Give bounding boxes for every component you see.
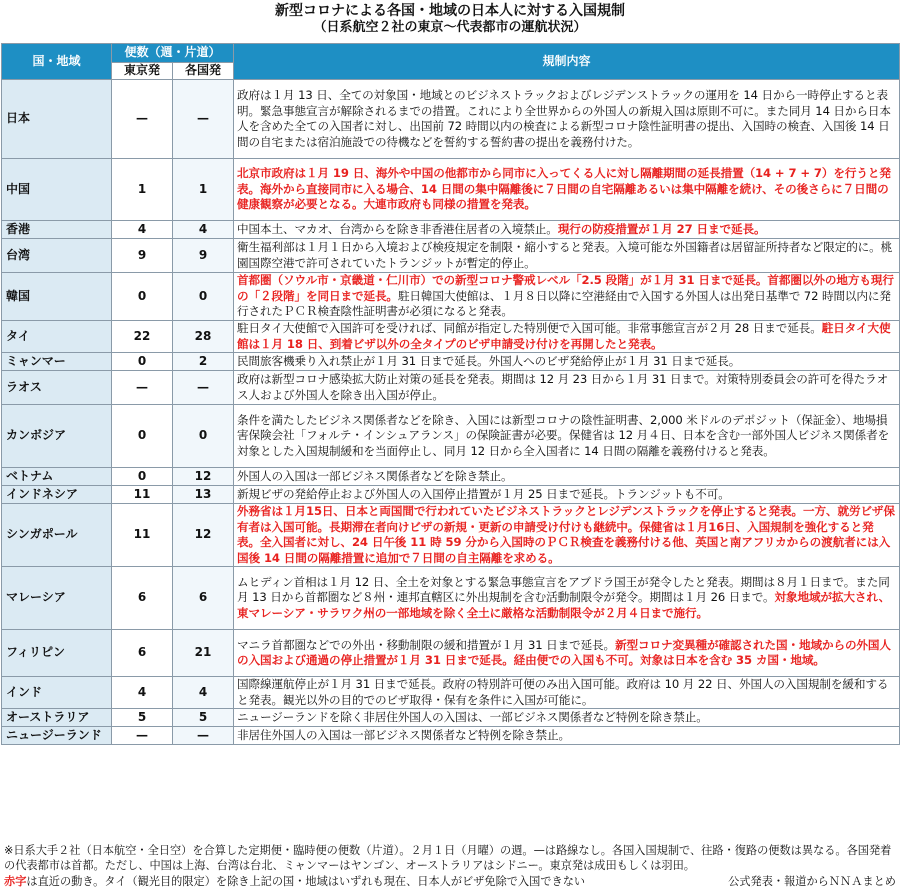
flights-from-country: 0 (173, 273, 234, 321)
regulation-text: 駐日タイ大使館で入国許可を受ければ、同館が指定した特別便で入国可能。非常事態宣言が２月 28 日まで延長。 (237, 321, 822, 335)
country-cell: 中国 (2, 159, 112, 221)
flights-from-tokyo: 0 (112, 405, 173, 468)
flights-from-country: 28 (173, 321, 234, 353)
table-row (2, 321, 900, 353)
table-row (2, 159, 900, 221)
regulation-text: 政府は１月 13 日、全ての対象国・地域とのビジネストラックおよびレジデンストラックの運用を 14 日から一時停止すると表明。緊急事態宣言が解除されるまでの措置。これにより全世界からの外国人の新規入国は原則不可に。また同月 14 日から日本人を含めた全ての入国者に対し、出国前 72 時間以内の検査による新型コロナ陰性証明書の提出、入国時の検査、入国後 14 日間の自宅または宿泊施設での待機などを誓約する誓約書の提出を義務付けた。 (237, 88, 891, 149)
header-flights: 便数（週・片道） (112, 44, 234, 63)
flights-from-tokyo: 9 (112, 239, 173, 273)
flights-from-country: — (173, 371, 234, 405)
country-cell: フィリピン (2, 630, 112, 677)
regulation-text: 中国本土、マカオ、台湾からを除き非香港住居者の入境禁止。 (237, 221, 558, 236)
regulation-content (234, 486, 900, 504)
regulation-text: 民間旅客機乗り入れ禁止が１月 31 日まで延長。外国人へのビザ発給停止が１月 31 日まで延長。 (237, 353, 741, 368)
table-row (2, 273, 900, 321)
footnote-text: ※日系大手２社（日本航空・全日空）を合算した定期便・臨時便の便数（片道）。２月１日（月曜）の週。—は路線なし。各国入国規制で、往路・復路の便数は異なる。各国発着の代表都市は首都。ただし、中国は上海、台湾は台北、ミャンマーはヤンゴン、オーストラリアはシドニー。東京発は成田もしくは羽田。 (4, 844, 892, 873)
regulation-content (234, 239, 900, 273)
regulation-content (234, 321, 900, 353)
flights-from-country: — (173, 727, 234, 745)
flights-from-tokyo: — (112, 371, 173, 405)
regulation-content (234, 353, 900, 371)
flights-from-tokyo: 1 (112, 159, 173, 221)
table-row (2, 405, 900, 468)
table-row (2, 486, 900, 504)
country-cell: ラオス (2, 371, 112, 405)
table-row (2, 468, 900, 486)
regulation-content (234, 504, 900, 567)
source-credit: 公式発表・報道からＮＮＡまとめ (728, 874, 896, 888)
flights-from-tokyo: 4 (112, 221, 173, 239)
regulation-content (234, 727, 900, 745)
flights-from-country: 4 (173, 677, 234, 709)
country-cell: カンボジア (2, 405, 112, 468)
country-cell: インドネシア (2, 486, 112, 504)
regulation-content (234, 273, 900, 321)
page-title: 新型コロナによる各国・地域の日本人に対する入国規制 (275, 3, 625, 19)
flights-from-country: 12 (173, 504, 234, 567)
table-row (2, 567, 900, 630)
regulation-text: 駐日韓国大使館は、１月８日以降に空港経由で入国する外国人は出発日基準で 72 時間以内に発行されたＰＣＲ検査陰性証明書が必須になると発表。 (237, 288, 891, 319)
regulation-content (234, 221, 900, 239)
table-row (2, 239, 900, 273)
regulation-content (234, 630, 900, 677)
flights-from-tokyo: 4 (112, 677, 173, 709)
country-cell: 日本 (2, 80, 112, 159)
regulation-text: 衛生福利部は１月１日から入境および検疫規定を制限・縮小すると発表。入境可能な外国籍者は居留証所持者など限定的に。桃園国際空港で許可されていたトランジットが暫定的停止。 (237, 240, 893, 270)
flights-from-country: 13 (173, 486, 234, 504)
header-content: 規制内容 (234, 44, 900, 80)
regulation-text: 非居住外国人の入国は一部ビジネス関係者など特例を除き禁止。 (237, 727, 570, 742)
regulation-text: ニュージーランドを除く非居住外国人の入国は、一部ビジネス関係者など特例を除き禁止。 (237, 709, 708, 724)
regulation-text: マニラ首都圏などでの外出・移動制限の緩和措置が１月 31 日まで延長。 (237, 637, 616, 652)
regulation-content (234, 371, 900, 405)
flights-from-country: — (173, 80, 234, 159)
country-cell: ミャンマー (2, 353, 112, 371)
country-cell: ベトナム (2, 468, 112, 486)
table-row (2, 677, 900, 709)
header-country: 国・地域 (2, 44, 112, 80)
recent-change-text: 首都圏（ソウル市・京畿道・仁川市）での新型コロナ警戒レベル「2.5 段階」が１月 31 日まで延長。首都圏以外の地方も現行の「２段階」を同日まで延長。 (237, 273, 894, 303)
country-cell: 台湾 (2, 239, 112, 273)
flights-from-country: 21 (173, 630, 234, 677)
flights-from-tokyo: 6 (112, 630, 173, 677)
regulation-content (234, 677, 900, 709)
country-cell: マレーシア (2, 567, 112, 630)
recent-change-text: 現行の防疫措置が１月 27 日まで延長。 (557, 221, 766, 236)
regulation-text: ムヒディン首相は１月 12 日、全土を対象とする緊急事態宣言をアブドラ国王が発令したと発表。期間は８月１日まで。また同月 13 日から首都圏など８州・連邦直轄区に外出規制を含む活動制限令が発令。期間は１月 26 日まで。 (237, 574, 890, 605)
regulation-text: 外国人の入国は一部ビジネス関係者などを除き禁止。 (237, 468, 513, 483)
regulation-text: 国際線運航停止が１月 31 日まで延長。政府の特別許可便のみ出入国可能。政府は 10 月 22 日、外国人の入国規制を緩和すると発表。観光以外の目的でのビザ取得・保有を条件に入国が可能に。 (237, 677, 889, 707)
country-cell: 香港 (2, 221, 112, 239)
country-cell: シンガポール (2, 504, 112, 567)
flights-from-tokyo: 11 (112, 504, 173, 567)
table-row (2, 727, 900, 745)
regulation-content (234, 159, 900, 221)
regulation-content (234, 405, 900, 468)
header-from-tokyo: 東京発 (112, 63, 173, 80)
flights-from-country: 5 (173, 709, 234, 727)
flights-from-country: 9 (173, 239, 234, 273)
regulation-content (234, 567, 900, 630)
country-cell: オーストラリア (2, 709, 112, 727)
table-row (2, 371, 900, 405)
footnote-red-word: 赤字 (4, 874, 27, 888)
flights-from-tokyo: — (112, 80, 173, 159)
regulation-content (234, 80, 900, 159)
table-row (2, 353, 900, 371)
regulation-text: 新規ビザの発給停止および外国人の入国停止措置が１月 25 日まで延長。トランジットも不可。 (237, 486, 730, 501)
table-row (2, 221, 900, 239)
flights-from-country: 4 (173, 221, 234, 239)
flights-from-tokyo: 5 (112, 709, 173, 727)
regulation-content (234, 468, 900, 486)
country-cell: タイ (2, 321, 112, 353)
recent-change-text: 北京市政府は１月 19 日、海外や中国の他都市から同市に入ってくる人に対し隔離期間の延長措置（14 + 7 + 7）を行うと発表。海外から直接同市に入る場合、14 日間の集中隔離後に７日間の自宅隔離あるいは集中隔離を続け、その後さらに７日間の健康観察が必要となる。大連市政府も同様の措置を発表。 (237, 166, 891, 212)
flights-from-tokyo: 0 (112, 353, 173, 371)
header-from-country: 各国発 (173, 63, 234, 80)
flights-from-country: 6 (173, 567, 234, 630)
recent-change-text: 外務省は１月15日、日本と両国間で行われていたビジネストラックとレジデンストラックを停止すると発表。一方、就労ビザ保有者は入国可能。長期滞在者向けビザの新規・更新の申請受け付けも継続中。保健省は１月16日、入国規制を強化すると発表。全入国者に対し、24 日午後 11 時 59 分から入国時のＰＣＲ検査を義務付ける他、英国と南アフリカからの渡航者には入国後 14 日間の隔離措置に追加で７日間の自主隔離を求める。 (237, 504, 895, 565)
country-cell: 韓国 (2, 273, 112, 321)
flights-from-country: 0 (173, 405, 234, 468)
recent-change-text: 駐日タイ大使館は１月 18 日、到着ビザ以外の全タイプのビザ申請受け付けを再開したと発表。 (237, 321, 891, 351)
flights-from-country: 1 (173, 159, 234, 221)
regulation-text: 条件を満たしたビジネス関係者などを除き、入国には新型コロナの陰性証明書、2,000 米ドルのデポジット（保証金）、地場損害保険会社「フォルテ・インシュアランス」の保険証書が必要。保健省は 12 月４日、日本を含む一部外国人ビジネス関係者を対象とした入国規制緩和を当面停止し、同月 12 日から全入国者に 14 日間の隔離を義務付けると発表。 (237, 412, 890, 458)
flights-from-tokyo: 6 (112, 567, 173, 630)
table-row (2, 80, 900, 159)
regulation-text: 政府は新型コロナ感染拡大防止対策の延長を発表。期間は 12 月 23 日から１月 31 日まで。対策特別委員会の許可を得たラオス人および外国人を除き出入国が停止。 (237, 372, 889, 402)
recent-change-text: 対象地域が拡大され、東マレーシア・サラワク州の一部地域を除く全土に厳格な活動制限令が２月４日まで施行。 (237, 590, 891, 620)
country-cell: インド (2, 677, 112, 709)
regulation-content (234, 709, 900, 727)
table-row (2, 504, 900, 567)
table-row (2, 630, 900, 677)
flights-from-tokyo: — (112, 727, 173, 745)
flights-from-country: 12 (173, 468, 234, 486)
flights-from-tokyo: 0 (112, 273, 173, 321)
footnote (4, 843, 896, 889)
table-row (2, 709, 900, 727)
flights-from-country: 2 (173, 353, 234, 371)
footnote-text-2: は直近の動き。タイ（観光目的限定）を除き上記の国・地域はいずれも現在、日本人がビザ免除で入国できない (26, 874, 586, 888)
flights-from-tokyo: 11 (112, 486, 173, 504)
country-cell: ニュージーランド (2, 727, 112, 745)
regulation-table (1, 43, 900, 745)
flights-from-tokyo: 22 (112, 321, 173, 353)
flights-from-tokyo: 0 (112, 468, 173, 486)
page-subtitle: （日系航空２社の東京〜代表都市の運航状況） (313, 20, 587, 35)
recent-change-text: 新型コロナ変異種が確認された国・地域からの外国人の入国および通過の停止措置が１月 31 日まで延長。経由便での入国も不可。対象は日本を含む 35 カ国・地域。 (237, 637, 891, 667)
